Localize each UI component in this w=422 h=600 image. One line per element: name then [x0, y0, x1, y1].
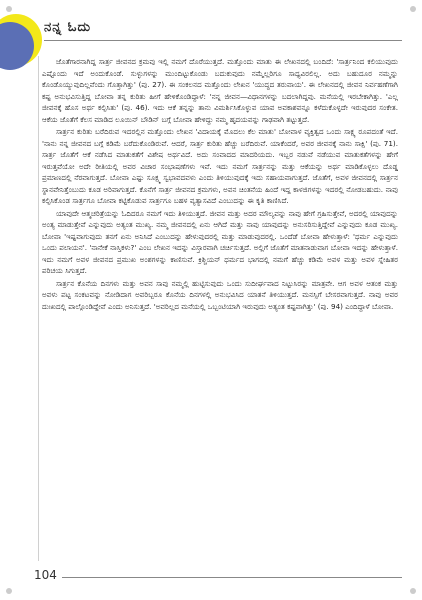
paragraph: ಯಾವುದೇ ಆತ್ಮಚರಿತ್ರೆಯನ್ನು ಓದಿದರೂ ನಮಗೆ ಇದು ತಿಳಿಯುತ್ತದೆ. ಜೀವನ ಮತ್ತು ಅದರ ಮೌಲ್ಯವನ್ನು ನಾವು ಹೇಗೆ ಗ್ರಹಿಸುತ್ತೇವೆ, ಅದರಲ್ಲಿ ಯಾವುದನ್ನು ಅಂತ್ಯ ಮಾಡುತ್ತೇವೆ ಎನ್ನುವುದು ಅತ್ಯಂತ ಮುಖ್ಯ. ನಮ್ಮ ಜೀವನದಲ್ಲಿ ಏನು ಆಗಿದೆ ಮತ್ತು ನಾವು ಯಾವುದನ್ನು ಅನುಸರಿಸುತ್ತಿದ್ದೇವೆ ಎನ್ನುವುದು ಕೂಡ ಮುಖ್ಯ. ಬೋವಾ 'ಇಷ್ಟವಾಗುವುದು ತನಗೆ ಏನು ಅನಿಸಿದೆ ಎಂಬುದನ್ನು ಹೇಳುವುದರಲ್ಲಿ ಮತ್ತು ಮಾಡುವುದರಲ್ಲಿ. ಒಂದೆಡೆ ಬೋವಾ ಹೇಳುತ್ತಾಳೆ: 'ಧರ್ಮ ಎನ್ನುವುದು ಒಂದು ಪಲಾಯನ'. 'ನಾನೇಕೆ ನಾಸ್ತಿಕಳು?' ಎಂಬ ಲೇಖನ ಇದನ್ನು ವಿಸ್ತಾರವಾಗಿ ಚರ್ಚಿಸುತ್ತದೆ. ಅಲ್ಲಿಗೆ ಜೊತೆಗೆ ಮಾತನಾಡುವಾಗ ಬೋವಾ ಇದನ್ನು ಹೇಳುತ್ತಾಳೆ. ಇದು ನಮಗೆ ಅವಳ ಜೀವನದ ಪ್ರಮುಖ ಅಂಶಗಳನ್ನು ಕಾಣಿಸುವೆ. ಕ್ರಿಶ್ಚಿಯನ್ ಧರ್ಮದ ಭಾಗದಲ್ಲಿ ನಮಗೆ ಹೆಚ್ಚು ಕಡಿಮೆ ಅವಳ ಮತ್ತು ಅವಳ ಸ್ನೇಹಿತರ ಪರಿಚಯ ಸಿಗುತ್ತದೆ. — [42, 208, 398, 275]
footer-rule — [62, 577, 402, 578]
paragraph: ಸಾರ್ತ್ರನ ಕುರಿತು ಬರೆದಿರುವ ಇದರಲ್ಲಿನ ಮತ್ತೊಂದು ಲೇಖನ 'ವಿದಾಯಕ್ಕೆ ಮೊದಲು ಕೆಲ ಮಾತು' ಬೋವಾಳ ವ್ಯಕ್ತಿತ್ವದ ಒಂದು ಸಾಕ್ಷ್ಯ ರೂಪದಂತೆ ಇದೆ. 'ನಾನು ನನ್ನ ಜೀವನದ ಬಗ್ಗೆ ಕಡಿಮೆ ಬರೆದುಕೊಂಡಿರುವೆ. ಆದರೆ, ಸಾರ್ತ್ರ ಕುರಿತು ಹೆಚ್ಚು ಬರೆದಿರುವೆ. ಯಾಕೆಂದರೆ, ಅವರ ಜೀವನಕ್ಕೆ ನಾನು ಸಾಕ್ಷಿ' (ಪು. 71). ಸಾರ್ತ್ರ ಜೊತೆಗೆ ಆಕೆ ನಡೆಸಿದ ಮಾತುಕತೆಗೆ ವಿಶೇಷ ಅರ್ಥವಿದೆ. ಅದು ಸಂವಾದದ ಮಾದರಿಯದು. ಇಬ್ಬರ ನಡುವೆ ನಡೆಯುವ ಮಾತುಕತೆಗಳನ್ನು ಹೇಗೆ ಇರುತ್ತವೆಯೋ ಅದೇ ರೀತಿಯಲ್ಲಿ ಅವರ ವಿಚಾರ ಸಂಭಾಷಣೆಗಳು ಇವೆ. ಇದು ನಮಗೆ ಸಾರ್ತ್ರನನ್ನು ಮತ್ತು ಆಕೆಯನ್ನು ಅರ್ಥ ಮಾಡಿಕೊಳ್ಳಲು ದೊಡ್ಡ ಪ್ರಮಾಣದಲ್ಲಿ ನೆರವಾಗುತ್ತದೆ. ಬೋವಾ ಎಷ್ಟು ಸೂಕ್ಷ್ಮ ಸ್ವಭಾವದವಳು ಎಂದು ತಿಳಿಯುವುದಕ್ಕೆ ಇದು ಸಹಾಯವಾಗುತ್ತದೆ. ಜೊತೆಗೆ, ಅವಳ ಜೀವನದಲ್ಲಿ ಸಾರ್ತ್ರನ ಸ್ಥಾನವೇನಿತ್ತೆಂಬುದು ಕೂಡ ಅರಿವಾಗುತ್ತದೆ. ಕೊನೆಗೆ ಸಾರ್ತ್ರ ಜೀವನದ ಕ್ರಮಗಳು, ಅವನ ಚಿಂತನೆಯ ಹಿಂದೆ ಇದ್ದ ಕಾಳಜಿಗಳನ್ನು ಇದರಲ್ಲಿ ನೋಡಬಹುದು. ನಾವು ಕಲ್ಪಿಸಿಕೊಂಡ ಸಾರ್ತ್ರಗೂ ಬೋವಾ ಕಟ್ಟಿಕೊಡುವ ಸಾರ್ತ್ರಗೂ ಬಹಳ ವ್ಯತ್ಯಾಸವಿದೆ ಎಂಬುದನ್ನು ಈ ಕೃತಿ ಕಾಣಿಸಿದೆ. — [42, 127, 398, 205]
body-text — [42, 56, 398, 313]
margin-rule — [38, 56, 39, 561]
corner-mark — [410, 6, 416, 12]
corner-mark — [410, 588, 416, 594]
corner-mark — [6, 6, 12, 12]
page-number: 104 — [34, 568, 57, 582]
corner-mark — [6, 588, 12, 594]
running-header-title: ನನ್ನ ಓದು — [44, 20, 92, 35]
paragraph: ಸಾರ್ತ್ರನ ಕೊನೆಯ ದಿನಗಳು ಮತ್ತು ಅವನ ಸಾವು ನಮ್ಮಲ್ಲಿ ಹುಟ್ಟಿಸುವುದು ಒಂದು ಸುದೀರ್ಘವಾದ ನಿಟ್ಟುಸಿರನ್ನು ಮಾತ್ರವೇ. ಆಗ ಅವಳ ಆತಂಕ ಮತ್ತು ಅವಳು ಪಟ್ಟ ಸಂಕಟವನ್ನು ನೋಡಿದಾಗ ಅವರಿಬ್ಬರೂ ಕೊನೆಯ ದಿನಗಳಲ್ಲಿ ಅನುಭವಿಸಿದ ಯಾತನೆ ತಿಳಿಯುತ್ತದೆ. ಮನಸ್ಸಿಗೆ ಬೇಸರವಾಗುತ್ತದೆ. ನಾವು ಅವರ ದುಃಖದಲ್ಲಿ ಪಾಲ್ಗೊಂಡಿದ್ದೇವೆ ಎಂದು ಅನಿಸುತ್ತದೆ. 'ಅವರಿಲ್ಲದ ಮನೆಯಲ್ಲಿ ಒಬ್ಬಂಟಿಯಾಗಿ ಇರುವುದು ಅತ್ಯಂತ ಕಷ್ಟವಾಗಿತ್ತು' (ಪು. 94) ಎಂದಿದ್ದಾಳೆ ಬೋವಾ. — [42, 278, 398, 311]
header-rule — [44, 40, 402, 41]
paragraph: ಜೊತೆಗಾರನಾಗಿದ್ದ ಸಾರ್ತ್ರ ಜೀವನದ ಕ್ರಮವು ಇಲ್ಲಿ ನಮಗೆ ದೊರೆಯುತ್ತದೆ. ಮತ್ತೊಂದು ಮಾತು ಈ ಲೇಖನದಲ್ಲಿ ಬಂದಿದೆ: 'ಸಾರ್ತ್ರನಿಂದ ಕಲಿಯುವುದು ಎಷ್ಟೊಂದು ಇದೆ ಅಂದುಕೊಂಡೆ. ಸುಳ್ಳುಗಳನ್ನು ಮುಂದಿಟ್ಟುಕೊಂಡು ಬದುಕುವುದು ನಮ್ಮೆಲ್ಲರಿಗೂ ಸಾಧ್ಯವಿರಲಿಲ್ಲ. ಅದು ಬಹುದೂರ ನಮ್ಮನ್ನು ಕೊಂಡೊಯ್ಯುವುದಿಲ್ಲವೆಂದು ಗೊತ್ತಾಗಿತ್ತು' (ಪು. 27). ಈ ಸಂಕಲನದ ಮತ್ತೊಂದು ಲೇಖನ 'ಯುದ್ಧದ ತರುವಾಯ'. ಈ ಲೇಖನದಲ್ಲಿ ಜೀವನ ನಿರ್ವಹಣೆಗಾಗಿ ಕಷ್ಟ ಅನುಭವಿಸುತ್ತಿದ್ದ ಬೋವಾ ತನ್ನ ಕುರಿತು ಹೀಗೆ ಹೇಳಿಕೊಂಡಿದ್ದಾಳೆ: 'ನನ್ನ ಜೀವನ—ವಿಧಾನಗಳನ್ನು ಬದಲಾಗಿದ್ದವು. ಮನೆಯಲ್ಲಿ ಇರಬೇಕಾಗಿತ್ತು. 'ಎಲ್ಲ ಜೀವನಕ್ಕೆ ಹೊಸ ಅರ್ಥ ಕಲ್ಪಿಸಿತು' (ಪು. 46). ಇದು ಆಕೆ ತನ್ನನ್ನು ತಾನು ವಿಮರ್ಶಿಸಿಕೊಳ್ಳುವ ಯಾವ ಅವಕಾಶವನ್ನೂ ಕಳೆದುಕೊಳ್ಳದೇ ಇರುವುದರ ಸಂಕೇತ. ಆಕೆಯ ಜೊತೆಗೆ ಕೆಲಸ ಮಾಡಿದ ಲೂಯಿನ್ ಬೌಡಿನ್ ಬಗ್ಗೆ ಬೋವಾ ಹೇಳಿದ್ದು ನಮ್ಮ ಹೃದಯವನ್ನು ಗಾಢವಾಗಿ ತಟ್ಟುತ್ತದೆ. — [42, 57, 398, 124]
